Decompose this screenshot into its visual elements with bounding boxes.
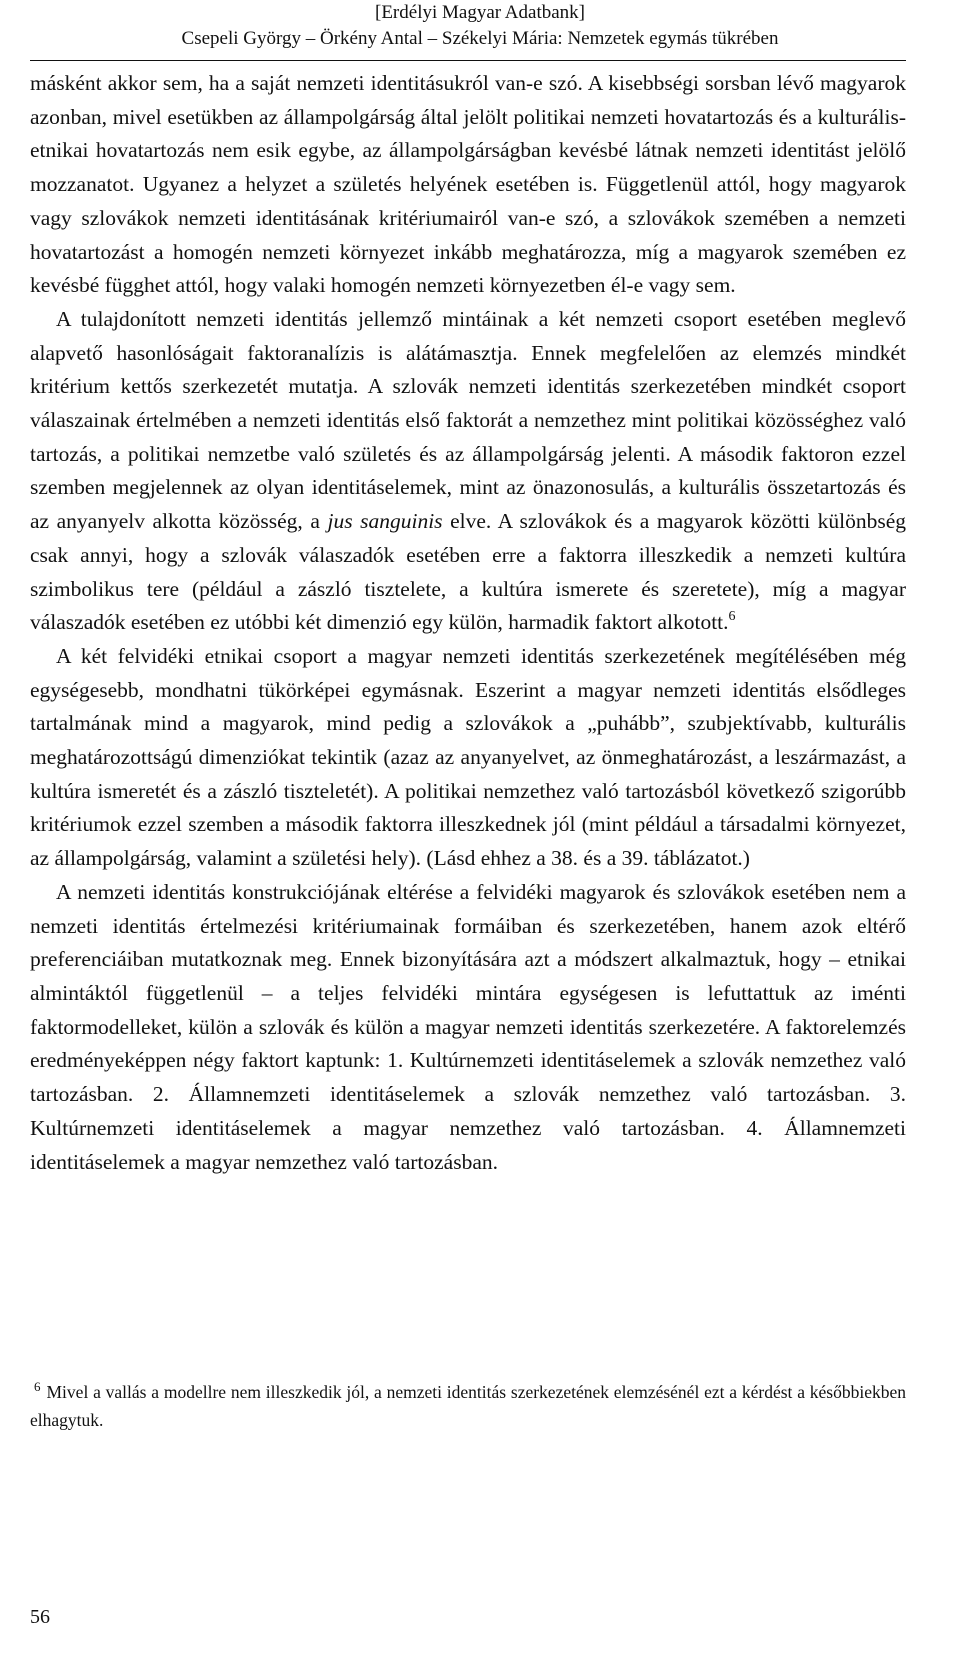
paragraph-2-part-a: A tulajdonított nemzeti identitás jellemző mintáinak a két nemzeti csoport esetében meglevő alapvető hasonlóságait faktoranalízis is alátámasztja. Ennek megfelelően az elemzés mindkét kritérium kettős szerkezetét mutatja. A szlovák nemzeti identitás szerkezetében mindkét csoport válaszainak értelmében a nemzeti identitás első faktorát a nemzethez mint politikai közösséghez való tartozás, a politikai nemzetbe való születés és az állampolgárság jelenti. A második faktoron ezzel szemben megjelennek az olyan identitáselemek, mint az önazonosulás, a kulturális összetartozás és az anyanyelv alkotta közösség, a xyxy=(30,306,906,534)
header-citation: Csepeli György – Örkény Antal – Székelyi Mária: Nemzetek egymás tükrében xyxy=(181,28,779,49)
page-number: 56 xyxy=(30,1606,50,1628)
paragraph-2-part-b: elve. A szlovákok és a magyarok közötti különbség csak annyi, hogy a szlovák válaszadók esetében erre a faktorra illeszkedik a nemzeti kultúra szimbolikus tere (például a zászló tisztelete, a kultúra ismerete és szeretete), míg a magyar válaszadók esetében ez utóbbi két dimenzió egy külön, harmadik faktort alkotott. xyxy=(30,509,907,635)
running-header xyxy=(0,0,960,52)
footnote-reference[interactable]: 6 xyxy=(728,609,736,625)
footnote-number: 6 xyxy=(34,1379,41,1394)
paragraph-4: A nemzeti identitás konstrukciójának eltérése a felvidéki magyarok és szlovákok esetében nem a nemzeti identitás értelmezési kritériumainak formáiban és szerkezetében, hanem azok eltérő preferenciáiban mutatkoznak meg. Ennek bizonyítására azt a módszert alkalmaztuk, hogy – etnikai almintáktól függetlenül – a teljes felvidéki mintára egységesen is lefuttattuk az iménti faktormodelleket, külön a szlovák és külön a magyar nemzeti identitás szerkezetére. A faktorelemzés eredményeképpen négy faktort kaptunk: 1. Kultúrnemzeti identitáselemek a szlovák nemzethez való tartozásban. 2. Államnemzeti identitáselemek a szlovák nemzethez való tartozásban. 3. Kultúrnemzeti identitáselemek a magyar nemzethez való tartozásban. 4. Államnemzeti identitáselemek a magyar nemzethez való tartozásban. xyxy=(30,879,906,1174)
main-text xyxy=(30,67,906,1179)
header-source: [Erdélyi Magyar Adatbank] xyxy=(375,2,585,23)
latin-term: jus sanguinis xyxy=(327,509,443,534)
footnote xyxy=(30,1378,906,1434)
footnote-text: Mivel a vallás a modellre nem illeszkedik jól, a nemzeti identitás szerkezetének elemzésénél ezt a kérdést a későbbiekben elhagytuk. xyxy=(30,1382,906,1430)
paragraph-1: másként akkor sem, ha a saját nemzeti identitásukról van-e szó. A kisebbségi sorsban lévő magyarok azonban, mivel esetükben az állampolgárság által jelölt politikai nemzeti hovatartozás és a kulturális-etnikai hovatartozás nem esik egybe, az állampolgárságban kevésbé látnak nemzeti identitást jelölő mozzanatot. Ugyanez a helyzet a születés helyének esetében is. Függetlenül attól, hogy magyarok vagy szlovákok nemzeti identitásának kritériumairól van-e szó, a szlovákok szemében a nemzeti hovatartozást a homogén nemzeti környezet inkább meghatározza, míg a magyarok szemében ez kevésbé függhet attól, hogy valaki homogén nemzeti környezetben él-e vagy sem. xyxy=(30,71,906,298)
header-divider xyxy=(30,60,906,61)
paragraph-2 xyxy=(30,303,906,640)
paragraph-3: A két felvidéki etnikai csoport a magyar nemzeti identitás szerkezetének megítélésében még egységesebb, mondhatni tükörképei egymásnak. Eszerint a magyar nemzeti identitás elsődleges tartalmának mind a magyarok, mind pedig a szlovákok a „puhább”, szubjektívabb, kulturális meghatározottságú dimenziókat tekintik (azaz az anyanyelvet, az önmeghatározást, a leszármazást, a kultúra ismeretét és a zászló tiszteletét). A politikai nemzethez való tartozásból következő szigorúbb kritériumok ezzel szemben a második faktorra illeszkednek jól (mint például a társadalmi környezet, az állampolgárság, valamint a születési hely). (Lásd ehhez a 38. és a 39. táblázatot.) xyxy=(30,643,906,871)
